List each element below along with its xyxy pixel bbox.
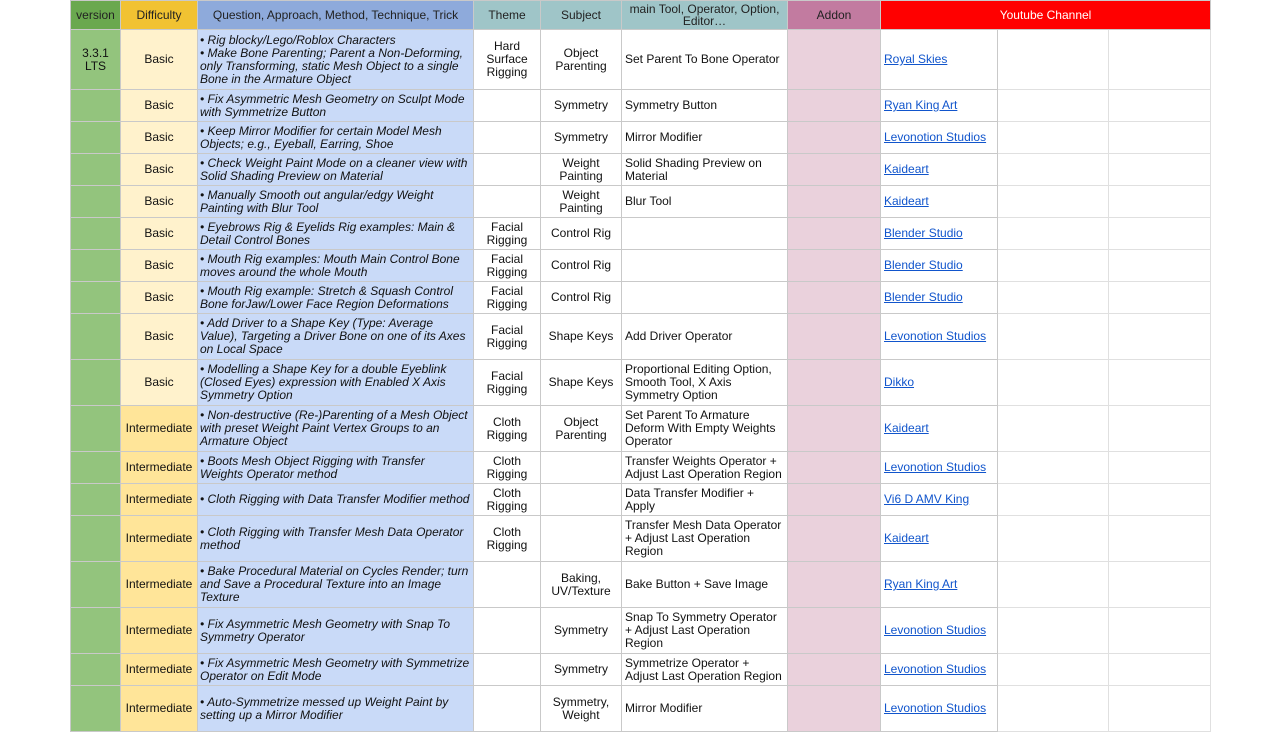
cell-difficulty[interactable]: Basic [121, 218, 198, 250]
table-row [71, 314, 1211, 360]
table-row [71, 250, 1211, 282]
cell-addon[interactable] [788, 654, 881, 686]
table-row [71, 452, 1211, 484]
table-row [71, 562, 1211, 608]
cell-theme[interactable]: Facial Rigging [474, 314, 541, 360]
header-youtube-channel[interactable]: Youtube Channel [881, 1, 1211, 30]
cell-difficulty[interactable]: Basic [121, 282, 198, 314]
cell-question[interactable]: • Mouth Rig examples: Mouth Main Control Bone moves around the whole Mouth [198, 250, 474, 282]
cell-tool[interactable] [622, 250, 788, 282]
cell-question[interactable]: • Manually Smooth out angular/edgy Weight Painting with Blur Tool [198, 186, 474, 218]
empty-cell[interactable] [998, 90, 1109, 122]
cell-addon[interactable] [788, 90, 881, 122]
cell-youtube [881, 516, 998, 562]
cell-difficulty[interactable]: Basic [121, 186, 198, 218]
empty-cell[interactable] [1109, 154, 1211, 186]
cell-youtube [881, 154, 998, 186]
cell-theme[interactable]: Facial Rigging [474, 218, 541, 250]
cell-tool[interactable]: Solid Shading Preview on Material [622, 154, 788, 186]
youtube-channel-link[interactable]: Vi6 D AMV King [884, 492, 970, 506]
cell-version[interactable] [71, 516, 121, 562]
cell-difficulty[interactable]: Basic [121, 314, 198, 360]
empty-cell[interactable] [1109, 250, 1211, 282]
cell-youtube [881, 686, 998, 732]
youtube-channel-link[interactable]: Blender Studio [884, 290, 963, 304]
cell-question[interactable]: • Eyebrows Rig & Eyelids Rig examples: Main & Detail Control Bones [198, 218, 474, 250]
cell-difficulty[interactable]: Intermediate [121, 654, 198, 686]
table-row [71, 186, 1211, 218]
cell-question[interactable]: • Modelling a Shape Key for a double Eyeblink (Closed Eyes) expression with Enabled X Axis Symmetry Option [198, 360, 474, 406]
cell-subject[interactable]: Object Parenting [541, 406, 622, 452]
cell-youtube [881, 562, 998, 608]
empty-cell[interactable] [998, 406, 1109, 452]
empty-cell[interactable] [998, 452, 1109, 484]
empty-cell[interactable] [1109, 360, 1211, 406]
cell-difficulty[interactable]: Intermediate [121, 686, 198, 732]
youtube-channel-link[interactable]: Dikko [884, 375, 915, 389]
header-subject[interactable]: Subject [541, 1, 622, 30]
cell-addon[interactable] [788, 30, 881, 90]
cell-subject[interactable]: Symmetry [541, 608, 622, 654]
youtube-channel-link[interactable]: Levonotion Studios [884, 662, 987, 676]
cell-subject[interactable]: Symmetry [541, 122, 622, 154]
cell-difficulty[interactable]: Intermediate [121, 406, 198, 452]
empty-cell[interactable] [998, 122, 1109, 154]
cell-tool[interactable] [622, 282, 788, 314]
header-difficulty[interactable]: Difficulty [121, 1, 198, 30]
empty-cell[interactable] [1109, 90, 1211, 122]
empty-cell[interactable] [998, 314, 1109, 360]
table-row [71, 654, 1211, 686]
cell-theme[interactable] [474, 154, 541, 186]
cell-question[interactable]: • Mouth Rig example: Stretch & Squash Control Bone forJaw/Lower Face Region Deformations [198, 282, 474, 314]
youtube-channel-link[interactable]: Kaideart [884, 194, 929, 208]
cell-theme[interactable] [474, 186, 541, 218]
cell-difficulty[interactable]: Basic [121, 154, 198, 186]
youtube-channel-link[interactable]: Levonotion Studios [884, 329, 987, 343]
cell-tool[interactable]: Transfer Mesh Data Operator + Adjust Last Operation Region [622, 516, 788, 562]
cell-addon[interactable] [788, 484, 881, 516]
cell-youtube [881, 406, 998, 452]
cell-subject[interactable]: Object Parenting [541, 30, 622, 90]
empty-cell[interactable] [1109, 608, 1211, 654]
cell-version[interactable] [71, 608, 121, 654]
cell-tool[interactable]: Add Driver Operator [622, 314, 788, 360]
table-row [71, 218, 1211, 250]
cell-theme[interactable] [474, 90, 541, 122]
header-version[interactable]: version [71, 1, 121, 30]
cell-addon[interactable] [788, 218, 881, 250]
cell-youtube [881, 314, 998, 360]
cell-version[interactable] [71, 186, 121, 218]
empty-cell[interactable] [1109, 484, 1211, 516]
empty-cell[interactable] [998, 154, 1109, 186]
cell-youtube [881, 218, 998, 250]
cell-version[interactable] [71, 154, 121, 186]
empty-cell[interactable] [998, 282, 1109, 314]
cell-addon[interactable] [788, 282, 881, 314]
cell-theme[interactable]: Cloth Rigging [474, 484, 541, 516]
youtube-channel-link[interactable]: Levonotion Studios [884, 623, 987, 637]
cell-question[interactable]: • Cloth Rigging with Data Transfer Modifier method [198, 484, 474, 516]
cell-subject[interactable] [541, 484, 622, 516]
empty-cell[interactable] [998, 516, 1109, 562]
header-row [71, 1, 1211, 30]
cell-addon[interactable] [788, 686, 881, 732]
table-row [71, 90, 1211, 122]
cell-theme[interactable]: Facial Rigging [474, 282, 541, 314]
cell-version[interactable] [71, 654, 121, 686]
cell-theme[interactable]: Facial Rigging [474, 250, 541, 282]
cell-youtube [881, 484, 998, 516]
table-row [71, 406, 1211, 452]
cell-addon[interactable] [788, 452, 881, 484]
table-row [71, 30, 1211, 90]
cell-addon[interactable] [788, 406, 881, 452]
empty-cell[interactable] [998, 562, 1109, 608]
cell-subject[interactable]: Weight Painting [541, 154, 622, 186]
cell-version[interactable] [71, 686, 121, 732]
empty-cell[interactable] [1109, 516, 1211, 562]
cell-version[interactable] [71, 360, 121, 406]
cell-question[interactable]: • Keep Mirror Modifier for certain Model Mesh Objects; e.g., Eyeball, Earring, Shoe [198, 122, 474, 154]
cell-version[interactable] [71, 314, 121, 360]
youtube-channel-link[interactable]: Kaideart [884, 531, 929, 545]
cell-difficulty[interactable]: Basic [121, 360, 198, 406]
cell-version[interactable] [71, 406, 121, 452]
cell-subject[interactable]: Symmetry [541, 654, 622, 686]
cell-difficulty[interactable]: Basic [121, 250, 198, 282]
cell-difficulty[interactable]: Intermediate [121, 452, 198, 484]
cell-question[interactable]: • Fix Asymmetric Mesh Geometry with Snap To Symmetry Operator [198, 608, 474, 654]
cell-version[interactable] [71, 452, 121, 484]
cell-theme[interactable] [474, 122, 541, 154]
cell-theme[interactable] [474, 608, 541, 654]
cell-addon[interactable] [788, 186, 881, 218]
table-row [71, 686, 1211, 732]
cell-subject[interactable]: Shape Keys [541, 360, 622, 406]
empty-cell[interactable] [998, 218, 1109, 250]
table-row [71, 516, 1211, 562]
empty-cell[interactable] [1109, 406, 1211, 452]
cell-subject[interactable] [541, 516, 622, 562]
cell-subject[interactable]: Symmetry, Weight [541, 686, 622, 732]
empty-cell[interactable] [998, 654, 1109, 686]
cell-question[interactable]: • Bake Procedural Material on Cycles Render; turn and Save a Procedural Texture into an Image Texture [198, 562, 474, 608]
cell-question[interactable]: • Fix Asymmetric Mesh Geometry with Symmetrize Operator on Edit Mode [198, 654, 474, 686]
empty-cell[interactable] [1109, 654, 1211, 686]
cell-subject[interactable]: Control Rig [541, 282, 622, 314]
cell-subject[interactable]: Weight Painting [541, 186, 622, 218]
cell-tool[interactable]: Blur Tool [622, 186, 788, 218]
cell-youtube [881, 608, 998, 654]
cell-subject[interactable]: Shape Keys [541, 314, 622, 360]
cell-version[interactable] [71, 484, 121, 516]
cell-question[interactable]: • Cloth Rigging with Transfer Mesh Data Operator method [198, 516, 474, 562]
cell-subject[interactable] [541, 452, 622, 484]
cell-youtube [881, 360, 998, 406]
cell-addon[interactable] [788, 562, 881, 608]
header-addon[interactable]: Addon [788, 1, 881, 30]
header-question[interactable]: Question, Approach, Method, Technique, Trick [198, 1, 474, 30]
cell-theme[interactable]: Hard Surface Rigging [474, 30, 541, 90]
cell-version[interactable] [71, 282, 121, 314]
cell-tool[interactable]: Snap To Symmetry Operator + Adjust Last Operation Region [622, 608, 788, 654]
empty-cell[interactable] [1109, 314, 1211, 360]
cell-version[interactable] [71, 562, 121, 608]
cell-theme[interactable] [474, 686, 541, 732]
youtube-channel-link[interactable]: Kaideart [884, 421, 929, 435]
cell-addon[interactable] [788, 154, 881, 186]
empty-cell[interactable] [1109, 282, 1211, 314]
table-row [71, 154, 1211, 186]
header-tool[interactable]: main Tool, Operator, Option, Editor… [622, 1, 788, 30]
cell-subject[interactable]: Control Rig [541, 250, 622, 282]
cell-difficulty[interactable]: Intermediate [121, 562, 198, 608]
empty-cell[interactable] [1109, 186, 1211, 218]
cell-youtube [881, 452, 998, 484]
table-body [71, 30, 1211, 732]
empty-cell[interactable] [1109, 122, 1211, 154]
empty-cell[interactable] [1109, 686, 1211, 732]
cell-tool[interactable]: Mirror Modifier [622, 122, 788, 154]
youtube-channel-link[interactable]: Ryan King Art [884, 98, 958, 112]
cell-subject[interactable]: Baking, UV/Texture [541, 562, 622, 608]
empty-cell[interactable] [1109, 30, 1211, 90]
cell-tool[interactable]: Proportional Editing Option, Smooth Tool, X Axis Symmetry Option [622, 360, 788, 406]
youtube-channel-link[interactable]: Blender Studio [884, 258, 963, 272]
cell-tool[interactable]: Symmetrize Operator + Adjust Last Operation Region [622, 654, 788, 686]
cell-subject[interactable]: Symmetry [541, 90, 622, 122]
youtube-channel-link[interactable]: Levonotion Studios [884, 701, 987, 715]
cell-theme[interactable]: Cloth Rigging [474, 452, 541, 484]
empty-cell[interactable] [998, 484, 1109, 516]
cell-theme[interactable] [474, 654, 541, 686]
cell-difficulty[interactable]: Intermediate [121, 484, 198, 516]
cell-tool[interactable]: Set Parent To Bone Operator [622, 30, 788, 90]
cell-tool[interactable]: Data Transfer Modifier + Apply [622, 484, 788, 516]
cell-youtube [881, 30, 998, 90]
cell-addon[interactable] [788, 122, 881, 154]
cell-difficulty[interactable]: Basic [121, 90, 198, 122]
youtube-channel-link[interactable]: Kaideart [884, 162, 929, 176]
empty-cell[interactable] [1109, 452, 1211, 484]
cell-theme[interactable]: Facial Rigging [474, 360, 541, 406]
cell-addon[interactable] [788, 314, 881, 360]
empty-cell[interactable] [1109, 218, 1211, 250]
cell-question[interactable]: • Rig blocky/Lego/Roblox Characters • Make Bone Parenting; Parent a Non-Deforming, only Transforming, static Mesh Object to a single Bone in the Armature Object [198, 30, 474, 90]
cell-tool[interactable]: Symmetry Button [622, 90, 788, 122]
empty-cell[interactable] [1109, 562, 1211, 608]
cell-question[interactable]: • Auto-Symmetrize messed up Weight Paint by setting up a Mirror Modifier [198, 686, 474, 732]
table-row [71, 360, 1211, 406]
cell-difficulty[interactable]: Basic [121, 122, 198, 154]
youtube-channel-link[interactable]: Royal Skies [884, 52, 948, 66]
empty-cell[interactable] [998, 186, 1109, 218]
cell-addon[interactable] [788, 250, 881, 282]
cell-version[interactable] [71, 250, 121, 282]
youtube-channel-link[interactable]: Levonotion Studios [884, 130, 987, 144]
cell-youtube [881, 186, 998, 218]
spreadsheet-table [70, 0, 1211, 732]
cell-version[interactable] [71, 218, 121, 250]
youtube-channel-link[interactable]: Ryan King Art [884, 577, 958, 591]
cell-theme[interactable]: Cloth Rigging [474, 516, 541, 562]
table-row [71, 282, 1211, 314]
cell-tool[interactable]: Set Parent To Armature Deform With Empty Weights Operator [622, 406, 788, 452]
cell-question[interactable]: • Boots Mesh Object Rigging with Transfer Weights Operator method [198, 452, 474, 484]
cell-tool[interactable]: Bake Button + Save Image [622, 562, 788, 608]
empty-cell[interactable] [998, 250, 1109, 282]
cell-difficulty[interactable]: Basic [121, 30, 198, 90]
cell-youtube [881, 654, 998, 686]
cell-theme[interactable] [474, 562, 541, 608]
cell-question[interactable]: • Fix Asymmetric Mesh Geometry on Sculpt Mode with Symmetrize Button [198, 90, 474, 122]
empty-cell[interactable] [998, 360, 1109, 406]
table-row [71, 122, 1211, 154]
cell-theme[interactable]: Cloth Rigging [474, 406, 541, 452]
cell-tool[interactable]: Mirror Modifier [622, 686, 788, 732]
youtube-channel-link[interactable]: Blender Studio [884, 226, 963, 240]
cell-addon[interactable] [788, 360, 881, 406]
cell-question[interactable]: • Check Weight Paint Mode on a cleaner view with Solid Shading Preview on Material [198, 154, 474, 186]
cell-addon[interactable] [788, 516, 881, 562]
empty-cell[interactable] [998, 30, 1109, 90]
cell-difficulty[interactable]: Intermediate [121, 608, 198, 654]
cell-version[interactable]: 3.3.1 LTS [71, 30, 121, 90]
cell-youtube [881, 122, 998, 154]
cell-subject[interactable]: Control Rig [541, 218, 622, 250]
cell-version[interactable] [71, 122, 121, 154]
cell-youtube [881, 282, 998, 314]
cell-addon[interactable] [788, 608, 881, 654]
cell-version[interactable] [71, 90, 121, 122]
empty-cell[interactable] [998, 686, 1109, 732]
cell-question[interactable]: • Add Driver to a Shape Key (Type: Average Value), Targeting a Driver Bone on one of its Axes on Local Space [198, 314, 474, 360]
table-row [71, 608, 1211, 654]
table-row [71, 484, 1211, 516]
cell-youtube [881, 90, 998, 122]
youtube-channel-link[interactable]: Levonotion Studios [884, 460, 987, 474]
header-theme[interactable]: Theme [474, 1, 541, 30]
cell-question[interactable]: • Non-destructive (Re-)Parenting of a Mesh Object with preset Weight Paint Vertex Groups to an Armature Object [198, 406, 474, 452]
cell-difficulty[interactable]: Intermediate [121, 516, 198, 562]
empty-cell[interactable] [998, 608, 1109, 654]
cell-tool[interactable] [622, 218, 788, 250]
cell-youtube [881, 250, 998, 282]
cell-tool[interactable]: Transfer Weights Operator + Adjust Last Operation Region [622, 452, 788, 484]
